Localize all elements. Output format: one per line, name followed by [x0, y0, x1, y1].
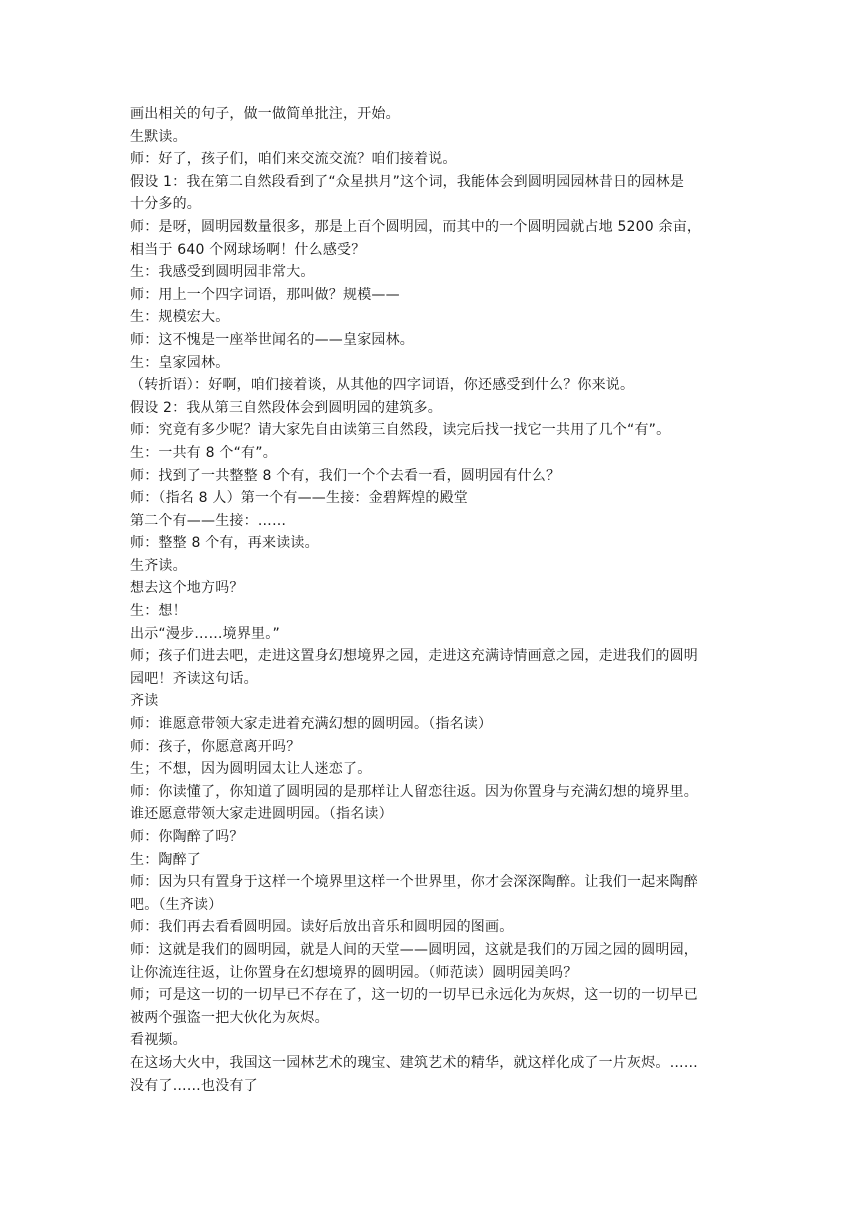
text-line: 师：孩子，你愿意离开吗？	[130, 738, 301, 755]
text-line: 想去这个地方吗？	[130, 580, 244, 597]
text-line: 生齐读。	[130, 557, 187, 574]
text-line: 生：我感受到圆明园非常大。	[130, 264, 315, 281]
text-line: 师：我们再去看看圆明园。读好后放出音乐和圆明园的图画。	[130, 919, 514, 936]
text-line: 师：谁愿意带领大家走进着充满幻想的圆明园。（指名读）	[130, 716, 493, 733]
text-line: 相当于 640 个网球场啊！什么感受？	[130, 241, 366, 258]
text-line: 看视频。	[130, 1032, 187, 1049]
text-line: 十分多的。	[130, 196, 201, 213]
text-line: 师：究竟有多少呢？请大家先自由读第三自然段，读完后找一找它一共用了几个“有”。	[130, 422, 671, 439]
text-line: 生：皇家园林。	[130, 354, 230, 371]
text-line: 师：是呀，圆明园数量很多，那是上百个圆明园，而其中的一个圆明园就占地 5200 余亩，	[130, 218, 702, 235]
text-line: 让你流连往返，让你置身在幻想境界的圆明园。（师范读）圆明园美吗？	[130, 964, 578, 981]
text-line: 师：（指名 8 人）第一个有——生接：金碧辉煌的殿堂	[130, 490, 469, 507]
document-body	[130, 103, 735, 1097]
text-line: 师；可是这一切的一切早已不存在了，这一切的一切早已永远化为灰烬，这一切的一切早已	[130, 987, 698, 1004]
text-line: 师；孩子们进去吧，走进这置身幻想境界之园，走进这充满诗情画意之园，走进我们的圆明	[130, 648, 698, 665]
text-line: 假设 2：我从第三自然段体会到圆明园的建筑多。	[130, 399, 442, 416]
text-line: 师：因为只有置身于这样一个境界里这样一个世界里，你才会深深陶醉。让我们一起来陶醉	[130, 874, 698, 891]
text-line: 画出相关的句子，做一做简单批注，开始。	[130, 106, 400, 122]
text-line: 师：这就是我们的圆明园，就是人间的天堂——圆明园，这就是我们的万园之园的圆明园，	[130, 941, 698, 958]
text-line: 生：陶醉了	[130, 851, 201, 868]
text-line: 师：你读懂了，你知道了圆明园的是那样让人留恋往返。因为你置身与充满幻想的境界里。	[130, 783, 698, 800]
text-line: 齐读	[130, 693, 159, 710]
text-line: 生：想！	[130, 603, 187, 620]
text-line: 师：找到了一共整整 8 个有，我们一个个去看一看，圆明园有什么？	[130, 467, 561, 484]
text-line: 没有了……也没有了	[130, 1077, 258, 1094]
text-line: 生：一共有 8 个“有”。	[130, 444, 277, 461]
text-line: 在这场大火中，我国这一园林艺术的瑰宝、建筑艺术的精华，就这样化成了一片灰烬。……	[130, 1054, 698, 1071]
text-line: 师：好了，孩子们，咱们来交流交流？咱们接着说。	[130, 151, 457, 168]
text-line: 师：你陶醉了吗？	[130, 829, 244, 845]
text-line: 假设 1：我在第二自然段看到了“众星拱月”这个词，我能体会到圆明园园林昔日的园林是	[130, 173, 685, 190]
text-line: 生；不想，因为圆明园太让人迷恋了。	[130, 761, 372, 778]
text-line: （转折语）：好啊，咱们接着谈，从其他的四字词语，你还感受到什么？你来说。	[130, 377, 635, 394]
text-line: 园吧！齐读这句话。	[130, 670, 258, 687]
text-line: 师：整整 8 个有，再来读读。	[130, 535, 319, 552]
text-line: 生默读。	[130, 128, 187, 145]
text-line: 出示“漫步……境界里。”	[130, 625, 280, 642]
text-line: 被两个强盗一把大伙化为灰烬。	[130, 1009, 329, 1026]
text-line: 师：用上一个四字词语，那叫做？规模——	[130, 286, 400, 303]
text-line: 师：这不愧是一座举世闻名的——皇家园林。	[130, 331, 414, 348]
text-line: 生：规模宏大。	[130, 309, 230, 326]
text-line: 谁还愿意带领大家走进圆明园。（指名读）	[130, 806, 393, 823]
text-line: 第二个有——生接：……	[130, 512, 287, 529]
text-line: 吧。（生齐读）	[130, 896, 223, 913]
